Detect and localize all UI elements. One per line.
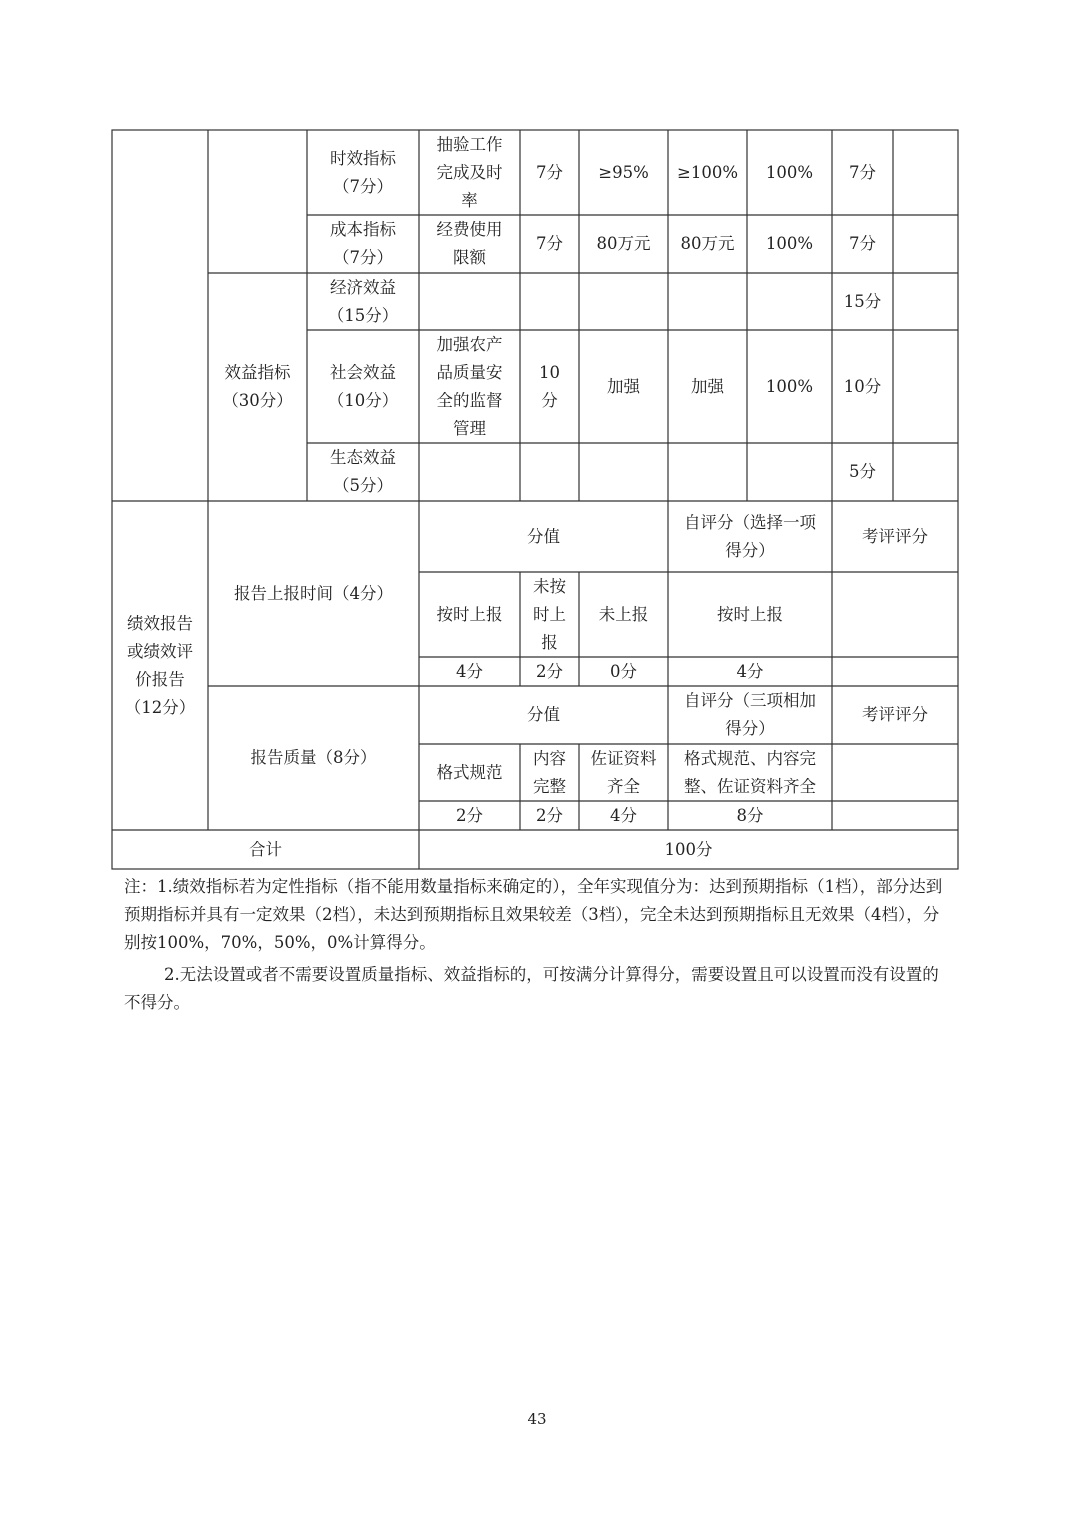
cost-actual: 80万元 xyxy=(680,234,735,253)
total-label: 合计 xyxy=(249,839,282,859)
timeliness-actual: ≥100% xyxy=(677,162,738,182)
report-quality-option-content: 内容完整 xyxy=(533,748,566,796)
page-number: 43 xyxy=(527,1410,547,1428)
report-timing-self-score: 4分 xyxy=(736,661,764,681)
timeliness-item: 抽验工作完成及时率 xyxy=(436,134,503,210)
timeliness-weight: 7分 xyxy=(536,162,563,182)
timeliness-score: 7分 xyxy=(849,162,876,182)
report-quality-label: 报告质量（8分） xyxy=(250,748,377,767)
economic-score: 15分 xyxy=(843,291,882,311)
timeliness-indicator: 时效指标 （7分） xyxy=(330,148,396,196)
report-quality-score-format: 2分 xyxy=(456,805,483,825)
report-timing-value-header: 分值 xyxy=(527,526,560,546)
report-timing-score-none: 0分 xyxy=(610,661,637,681)
report-quality-review-header: 考评评分 xyxy=(862,705,928,724)
cost-score: 7分 xyxy=(849,234,876,253)
timeliness-target: ≥95% xyxy=(598,162,649,182)
report-timing-self-header: 自评分（选择一项得分） xyxy=(684,512,816,560)
social-target: 加强 xyxy=(607,376,640,396)
report-timing-label: 报告上报时间（4分） xyxy=(234,584,393,603)
total-value: 100分 xyxy=(664,839,713,859)
social-indicator: 社会效益 （10分） xyxy=(327,362,399,410)
report-quality-self-header: 自评分（三项相加得分） xyxy=(684,691,816,738)
note-2: 2.无法设置或者不需要设置质量指标、效益指标的，可按满分计算得分，需要设置且可以设置而没有设置的不得分。 xyxy=(124,965,939,1012)
cost-rate: 100% xyxy=(765,234,814,253)
report-quality-self-score: 8分 xyxy=(736,805,764,825)
social-rate: 100% xyxy=(765,376,814,396)
report-timing-option-none: 未上报 xyxy=(598,604,649,624)
note-1: 注：1.绩效指标若为定性指标（指不能用数量指标来确定的），全年实现值分为：达到预期指标（1档），部分达到预期指标并具有一定效果（2档），未达到预期指标且效果较差（3档），完全未达到预期指标且无效果（4档），分别按100%，70%，50%，0%计算得分。 xyxy=(124,877,943,952)
report-timing-option-ontime: 按时上报 xyxy=(436,604,503,624)
report-quality-option-format: 格式规范 xyxy=(436,762,503,782)
timeliness-rate: 100% xyxy=(765,162,814,182)
cost-weight: 7分 xyxy=(536,234,563,253)
ecological-indicator: 生态效益 （5分） xyxy=(330,448,396,495)
social-actual: 加强 xyxy=(691,376,724,396)
social-score: 10分 xyxy=(843,376,882,396)
report-quality-self-value: 格式规范、内容完整、佐证资料齐全 xyxy=(684,748,816,796)
cost-indicator: 成本指标 （7分） xyxy=(330,220,396,267)
economic-indicator: 经济效益 （15分） xyxy=(327,277,399,325)
report-quality-score-content: 2分 xyxy=(536,805,563,825)
report-quality-score-evidence: 4分 xyxy=(610,805,637,825)
social-item: 加强农产品质量安全的监督管理 xyxy=(436,334,503,438)
cost-item: 经费使用限额 xyxy=(436,220,503,267)
report-timing-score-ontime: 4分 xyxy=(456,661,483,681)
cost-target: 80万元 xyxy=(596,234,651,253)
report-section-label: 绩效报告或绩效评价报告（12分） xyxy=(124,613,196,717)
report-timing-self-value: 按时上报 xyxy=(717,604,783,624)
report-timing-option-late: 未按时上报 xyxy=(533,576,566,652)
report-quality-option-evidence: 佐证资料齐全 xyxy=(590,748,657,796)
ecological-score: 5分 xyxy=(849,462,876,481)
social-weight: 10 分 xyxy=(539,362,560,410)
report-quality-value-header: 分值 xyxy=(527,705,560,724)
report-timing-review-header: 考评评分 xyxy=(862,526,928,546)
report-timing-score-late: 2分 xyxy=(536,661,563,681)
benefit-group-label: 效益指标 （30分） xyxy=(222,363,293,410)
